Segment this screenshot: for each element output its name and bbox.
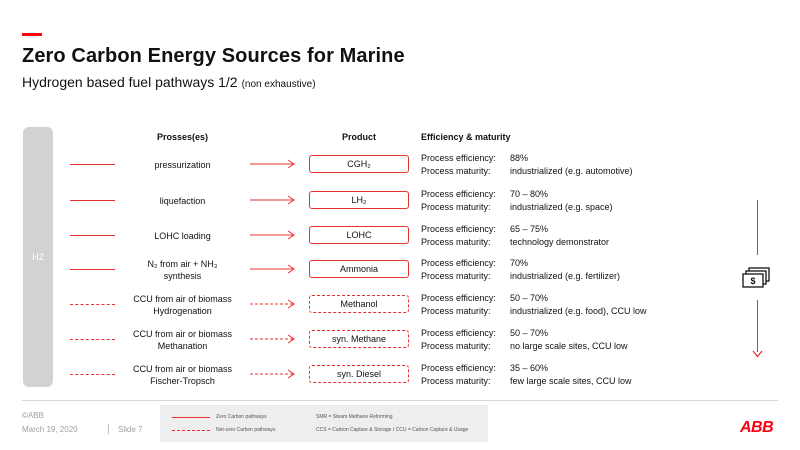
legend-dashed-line <box>172 430 210 431</box>
footer-divider <box>22 400 778 401</box>
efficiency-block <box>421 292 647 318</box>
process-label <box>115 288 250 322</box>
cost-arrow-line-top <box>757 200 758 255</box>
efficiency-block <box>421 362 632 388</box>
process-label <box>115 184 250 218</box>
footer-separator <box>108 424 109 434</box>
efficiency-label: Process efficiency: <box>421 189 496 199</box>
product-box <box>309 155 409 173</box>
efficiency-value: 88% <box>510 153 529 163</box>
maturity-value: technology demonstrator <box>510 237 610 247</box>
column-header-efficiency: Efficiency & maturity <box>421 132 511 142</box>
pathway-row <box>0 253 800 287</box>
column-header-processes: Prosses(es) <box>156 132 209 142</box>
efficiency-block <box>421 257 620 283</box>
maturity-label: Process maturity: <box>421 202 491 212</box>
product-box <box>309 330 409 348</box>
footer-date: March 19, 2020 <box>22 425 78 434</box>
efficiency-label: Process efficiency: <box>421 293 496 303</box>
pathway-row <box>0 184 800 218</box>
legend-ccs-note: CCS = Carbon Capture & Storage / CCU = Carbon Capture & Usage <box>316 427 469 433</box>
efficiency-block <box>421 223 609 249</box>
maturity-label: Process maturity: <box>421 376 491 386</box>
pathway-row <box>0 323 800 357</box>
process-label <box>115 253 250 287</box>
pathway-line <box>70 374 115 375</box>
efficiency-value: 50 – 70% <box>510 293 549 303</box>
maturity-label: Process maturity: <box>421 237 491 247</box>
subtitle-text: Hydrogen based fuel pathways 1/2 <box>22 74 238 90</box>
accent-bar <box>22 33 42 36</box>
process-text: CCU from air or biomass Fischer-Tropsch <box>132 364 233 386</box>
process-text: CCU from air or biomass Methanation <box>132 329 233 351</box>
maturity-value: industrialized (e.g. automotive) <box>510 166 633 176</box>
efficiency-value: 35 – 60% <box>510 363 549 373</box>
efficiency-label: Process efficiency: <box>421 224 496 234</box>
process-label <box>115 323 250 357</box>
maturity-label: Process maturity: <box>421 341 491 351</box>
process-text: LOHC loading <box>154 231 211 241</box>
money-stack-icon <box>742 267 772 291</box>
efficiency-block <box>421 327 628 353</box>
footer-copyright: ©ABB <box>22 411 44 420</box>
efficiency-value: 50 – 70% <box>510 328 549 338</box>
legend-smr-note: SMR = Steam Methane Reforming <box>316 414 393 420</box>
efficiency-block <box>421 188 613 214</box>
pathway-row <box>0 358 800 392</box>
pathway-arrow-icon <box>250 299 296 309</box>
page-title: Zero Carbon Energy Sources for Marine <box>22 45 405 67</box>
maturity-value: industrialized (e.g. food), CCU low <box>510 306 647 316</box>
efficiency-block <box>421 152 633 178</box>
pathway-line <box>70 235 115 236</box>
column-header-product: Product <box>341 132 376 142</box>
product-text: CGH₂ <box>347 159 371 169</box>
page-subtitle <box>22 74 316 90</box>
pathway-row <box>0 219 800 253</box>
pathway-arrow-icon <box>250 159 296 169</box>
maturity-label: Process maturity: <box>421 166 491 176</box>
svg-text:$: $ <box>750 276 756 286</box>
process-text: liquefaction <box>159 196 206 206</box>
efficiency-value: 65 – 75% <box>510 224 549 234</box>
h2-source-label: H2 <box>32 252 44 262</box>
product-box <box>309 191 409 209</box>
legend-box <box>160 405 488 442</box>
pathway-arrow-icon <box>250 369 296 379</box>
product-text: syn. Methane <box>331 334 387 344</box>
product-box <box>309 226 409 244</box>
product-box <box>309 260 409 278</box>
legend-solid-line <box>172 417 210 418</box>
pathway-line <box>70 200 115 201</box>
process-text: CCU from air of biomass Hydrogenation <box>133 294 232 316</box>
maturity-label: Process maturity: <box>421 271 491 281</box>
pathway-arrow-icon <box>250 264 296 274</box>
pathway-line <box>70 269 115 270</box>
maturity-value: few large scale sites, CCU low <box>510 376 632 386</box>
maturity-value: industrialized (e.g. space) <box>510 202 613 212</box>
process-text: pressurization <box>154 160 211 170</box>
efficiency-label: Process efficiency: <box>421 328 496 338</box>
pathway-row <box>0 148 800 182</box>
process-label <box>115 358 250 392</box>
product-box <box>309 295 409 313</box>
efficiency-label: Process efficiency: <box>421 153 496 163</box>
efficiency-label: Process efficiency: <box>421 258 496 268</box>
maturity-value: industrialized (e.g. fertilizer) <box>510 271 621 281</box>
maturity-value: no large scale sites, CCU low <box>510 341 628 351</box>
product-text: syn. Diesel <box>336 369 381 379</box>
maturity-label: Process maturity: <box>421 306 491 316</box>
footer-slide-number: Slide 7 <box>118 425 143 434</box>
pathway-line <box>70 339 115 340</box>
pathway-arrow-icon <box>250 230 296 240</box>
abb-logo: ABB <box>740 419 774 436</box>
efficiency-value: 70 – 80% <box>510 189 549 199</box>
efficiency-label: Process efficiency: <box>421 363 496 373</box>
legend-net-zero: Net-zero Carbon pathways <box>216 427 276 433</box>
product-text: Methanol <box>340 299 378 309</box>
product-box <box>309 365 409 383</box>
product-text: Ammonia <box>339 264 378 274</box>
subtitle-note: (non exhaustive) <box>241 79 316 90</box>
pathway-line <box>70 304 115 305</box>
process-label <box>115 219 250 253</box>
pathway-row <box>0 288 800 322</box>
product-text: LH₂ <box>351 195 367 205</box>
pathway-arrow-icon <box>250 195 296 205</box>
product-text: LOHC <box>346 230 372 240</box>
cost-arrow-head-icon <box>752 350 763 358</box>
pathway-arrow-icon <box>250 334 296 344</box>
cost-arrow-line-bottom <box>757 300 758 352</box>
pathway-line <box>70 164 115 165</box>
legend-zero-carbon: Zero Carbon pathways <box>216 414 267 420</box>
process-label <box>115 148 250 182</box>
process-text: N₂ from air + NH₃ synthesis <box>147 259 218 281</box>
efficiency-value: 70% <box>510 258 529 268</box>
